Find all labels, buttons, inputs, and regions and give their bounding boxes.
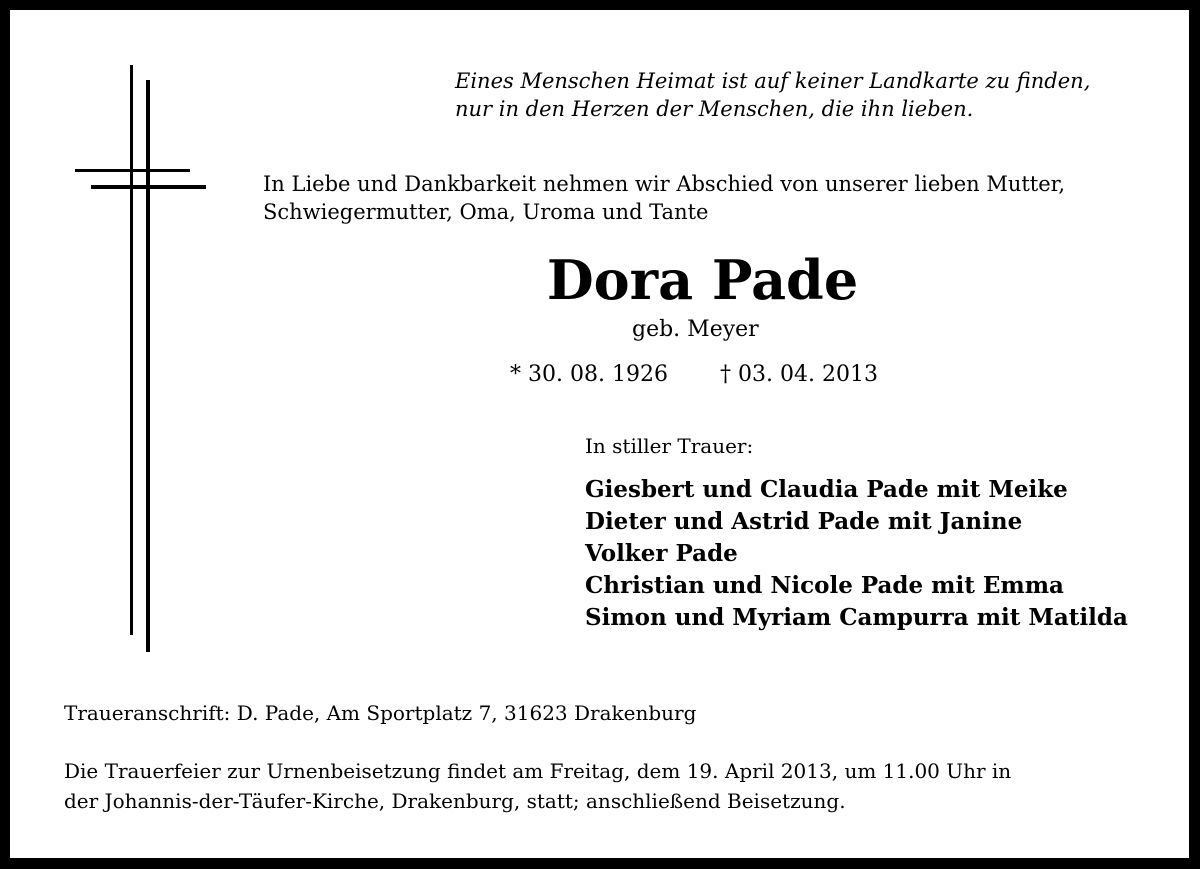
intro-line-1: In Liebe und Dankbarkeit nehmen wir Abschied von unserer lieben Mutter, bbox=[263, 172, 1066, 196]
quote-line-2: nur in den Herzen der Menschen, die ihn lieben. bbox=[455, 97, 974, 121]
mourner-name: Christian und Nicole Pade mit Emma bbox=[585, 572, 1064, 599]
mourner-name: Volker Pade bbox=[585, 540, 738, 567]
birth-date: * 30. 08. 1926 bbox=[510, 362, 668, 387]
mourners-label: In stiller Trauer: bbox=[585, 434, 754, 458]
death-date: † 03. 04. 2013 bbox=[720, 362, 878, 387]
ceremony-line-1: Die Trauerfeier zur Urnenbeisetzung findet am Freitag, dem 19. April 2013, um 11.00 Uhr in bbox=[64, 759, 1012, 783]
mourner-name: Giesbert und Claudia Pade mit Meike bbox=[585, 476, 1068, 503]
quote-line-1: Eines Menschen Heimat ist auf keiner Landkarte zu finden, bbox=[455, 69, 1091, 93]
mourner-name: Dieter und Astrid Pade mit Janine bbox=[585, 508, 1023, 535]
mourner-name: Simon und Myriam Campurra mit Matilda bbox=[585, 604, 1128, 631]
maiden-name: geb. Meyer bbox=[632, 317, 759, 342]
mourning-address: Traueranschrift: D. Pade, Am Sportplatz 7, 31623 Drakenburg bbox=[64, 701, 697, 725]
ceremony-line-2: der Johannis-der-Täufer-Kirche, Drakenburg, statt; anschließend Beisetzung. bbox=[64, 789, 846, 813]
intro-line-2: Schwiegermutter, Oma, Uroma und Tante bbox=[263, 200, 709, 224]
deceased-name: Dora Pade bbox=[546, 248, 859, 312]
